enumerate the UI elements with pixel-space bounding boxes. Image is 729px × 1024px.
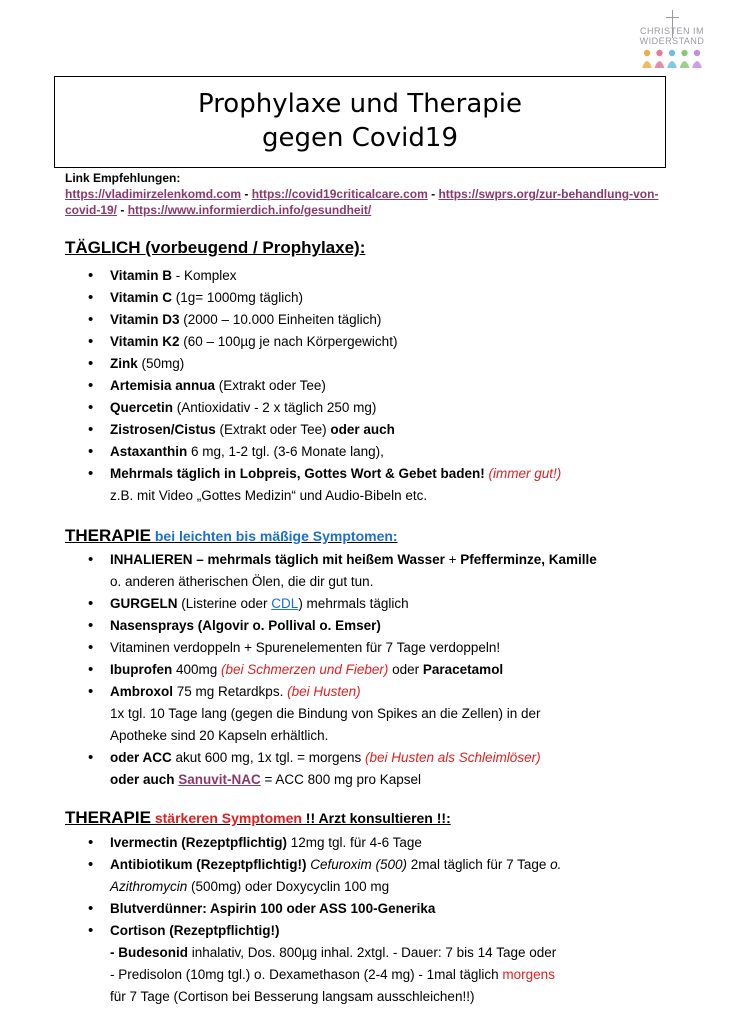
list-item: • Vitamin C (1g= 1000mg täglich) xyxy=(88,287,688,309)
title-line-1: Prophylaxe und Therapie xyxy=(197,89,523,119)
figure-head xyxy=(669,50,675,56)
figure-body xyxy=(692,61,702,68)
links-label: Link Empfehlungen: xyxy=(65,171,181,185)
therapy-mild-list xyxy=(88,549,688,791)
title-box xyxy=(54,76,666,168)
figure-body xyxy=(680,61,690,68)
list-item: • Artemisia annua (Extrakt oder Tee) xyxy=(88,375,688,397)
heading-daily: TÄGLICH (vorbeugend / Prophylaxe): xyxy=(65,238,366,257)
list-item: • INHALIEREN – mehrmals täglich mit heißem Wasser + Pfefferminze, Kamille o. anderen ätherischen Ölen, die dir gut tun. xyxy=(88,549,688,593)
figure-head xyxy=(656,50,662,56)
figure-body xyxy=(642,61,652,68)
list-item: • Ivermectin (Rezeptpflichtig) 12mg tgl. für 4-6 Tage xyxy=(88,832,688,854)
cdl-link[interactable]: CDL xyxy=(271,596,299,611)
list-item: • Cortison (Rezeptpflichtig!) - Budesonid inhalativ, Dos. 800µg inhal. 2xtgl. - Dauer: 7 bis 14 Tage oder - Predisolon (10mg tgl.) o. Dexamethason (2-4 mg) - 1mal täglich morgens für 7 Tage (Cortison bei Besserung langsam ausschleichen!!) xyxy=(88,920,688,1008)
list-item: • Vitamin B - Komplex xyxy=(88,265,688,287)
list-item: • Zink (50mg) xyxy=(88,353,688,375)
heading-therapy-strong: THERAPIE stärkeren Symptomen !! Arzt konsultieren !!: xyxy=(65,808,451,827)
list-item: • Nasensprays (Algovir o. Pollival o. Emser) xyxy=(88,615,688,637)
therapy-strong-list xyxy=(88,832,688,1008)
daily-list xyxy=(88,265,688,507)
link-covid19criticalcare[interactable]: https://covid19criticalcare.com xyxy=(251,187,428,201)
link-recommendations: Link Empfehlungen: https://vladimirzelenkomd.com - https://covid19criticalcare.com - https://swprs.org/zur-behandlung-von-covid-19/ - https://www.informierdich.info/gesundheit/ xyxy=(65,170,685,218)
list-item: • Vitaminen verdoppeln + Spurenelementen für 7 Tage verdoppeln! xyxy=(88,637,688,659)
list-item: • Vitamin K2 (60 – 100µg je nach Körpergewicht) xyxy=(88,331,688,353)
figure-head xyxy=(644,50,650,56)
figure-head xyxy=(694,50,700,56)
link-swprs[interactable]: https://swprs.org/zur-behandlung-von-covid-19/ xyxy=(65,187,659,217)
figure-head xyxy=(681,50,687,56)
link-vladimirzelenkomd[interactable]: https://vladimirzelenkomd.com xyxy=(65,187,242,201)
list-item: • Mehrmals täglich in Lobpreis, Gottes Wort & Gebet baden! (immer gut!) z.B. mit Video „Gottes Medizin“ und Audio-Bibeln etc. xyxy=(88,463,688,507)
list-item: • Ibuprofen 400mg (bei Schmerzen und Fieber) oder Paracetamol xyxy=(88,659,688,681)
title-line-2: gegen Covid19 xyxy=(261,123,458,153)
figure-body xyxy=(667,61,677,68)
list-item: • oder ACC akut 600 mg, 1x tgl. = morgens (bei Husten als Schleimlöser) oder auch Sanuvit-NAC = ACC 800 mg pro Kapsel xyxy=(88,747,688,791)
sanuvit-nac-link[interactable]: Sanuvit-NAC xyxy=(178,772,261,787)
link-informierdich[interactable]: https://www.informierdich.info/gesundheit/ xyxy=(127,203,372,217)
logo-line-1: CHRISTEN IM xyxy=(640,26,704,36)
figure-body xyxy=(655,61,665,68)
list-item: • Antibiotikum (Rezeptpflichtig!) Cefuroxim (500) 2mal täglich für 7 Tage o. Azithromycin (500mg) oder Doxycyclin 100 mg xyxy=(88,854,688,898)
list-item: • Blutverdünner: Aspirin 100 oder ASS 100-Generika xyxy=(88,898,688,920)
list-item: • Zistrosen/Cistus (Extrakt oder Tee) oder auch xyxy=(88,419,688,441)
christen-im-widerstand-logo xyxy=(632,6,712,72)
list-item: • Ambroxol 75 mg Retardkps. (bei Husten) 1x tgl. 10 Tage lang (gegen die Bindung von Spikes an die Zellen) in der Apotheke sind 20 Kapseln erhältlich. xyxy=(88,681,688,747)
logo-line-2: WIDERSTAND xyxy=(639,36,705,46)
list-item: • Astaxanthin 6 mg, 1-2 tgl. (3-6 Monate lang), xyxy=(88,441,688,463)
list-item: • Vitamin D3 (2000 – 10.000 Einheiten täglich) xyxy=(88,309,688,331)
list-item: • GURGELN (Listerine oder CDL) mehrmals täglich xyxy=(88,593,688,615)
list-item: • Quercetin (Antioxidativ - 2 x täglich 250 mg) xyxy=(88,397,688,419)
heading-therapy-mild: THERAPIE bei leichten bis mäßige Symptomen: xyxy=(65,526,398,545)
people-figures-icon xyxy=(641,48,703,70)
